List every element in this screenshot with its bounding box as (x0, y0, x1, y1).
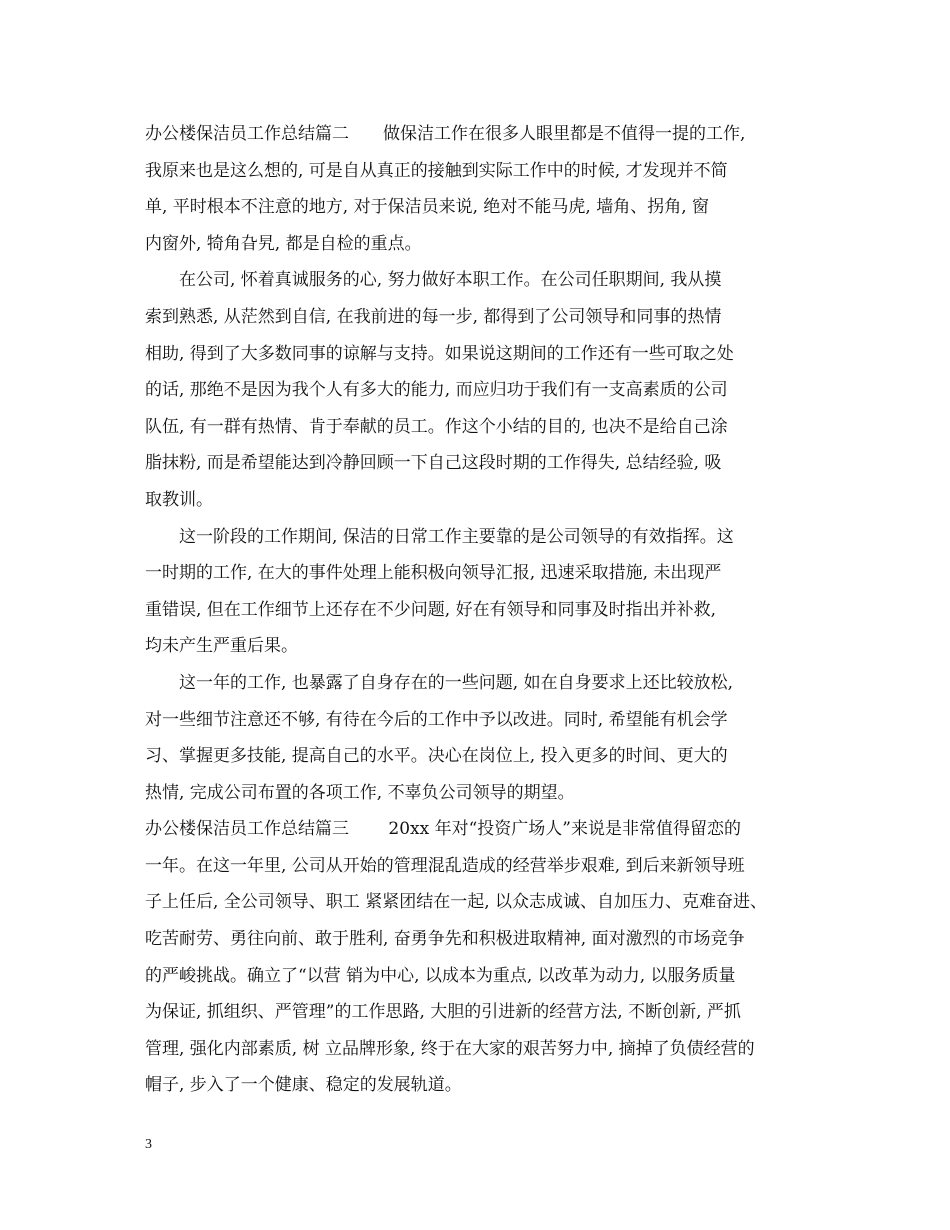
text-line: 我原来也是这么想的, 可是自从真正的接触到实际工作中的时候, 才发现并不简 (145, 160, 728, 181)
text-line: 习、掌握更多技能, 提高自己的水平。决心在岗位上, 投入更多的时间、更大的 (145, 746, 728, 767)
text-line: 对一些细节注意还不够, 有待在今后的工作中予以改进。同时, 希望能有机会学 (145, 709, 728, 730)
text-line: 的话, 那绝不是因为我个人有多大的能力, 而应归功于我们有一支高素质的公司 (145, 380, 728, 401)
text-line: 队伍, 有一群有热情、肯于奉献的员工。作这个小结的目的, 也决不是给自己涂 (145, 416, 728, 437)
text-line: 这一阶段的工作期间, 保洁的日常工作主要靠的是公司领导的有效指挥。这 (145, 526, 734, 547)
text-line: 为保证, 抓组织、严管理”的工作思路, 大胆的引进新的经营方法, 不断创新, 严抓 (145, 1002, 741, 1023)
text-line: 办公楼保洁员工作总结篇三 20xx 年对“投资广场人”来说是非常值得留恋的 (145, 819, 741, 840)
text-line: 脂抹粉, 而是希望能达到冷静回顾一下自己这段时期的工作得失, 总结经验, 吸 (145, 453, 722, 474)
text-line: 一年。在这一年里, 公司从开始的管理混乱造成的经营举步艰难, 到后来新领导班 (145, 855, 745, 876)
text-line: 管理, 强化内部素质, 树 立品牌形象, 终于在大家的艰苦努力中, 摘掉了负债经营的 (145, 1038, 755, 1059)
page-number: 3 (145, 1137, 152, 1152)
text-line: 子上任后, 全公司领导、职工 紧紧团结在一起, 以众志成诚、自加压力、克难奋进、 (145, 892, 768, 913)
text-line: 索到熟悉, 从茫然到自信, 在我前进的每一步, 都得到了公司领导和同事的热情 (145, 306, 722, 327)
text-line: 取教训。 (145, 489, 213, 510)
text-line: 内窗外, 犄角旮旯, 都是自检的重点。 (145, 233, 422, 254)
text-line: 办公楼保洁员工作总结篇二 做保洁工作在很多人眼里都是不值得一提的工作, (145, 124, 746, 144)
text-line: 吃苦耐劳、勇往向前、敢于胜利, 奋勇争先和积极进取精神, 面对激烈的市场竞争 (145, 929, 745, 950)
text-line: 单, 平时根本不注意的地方, 对于保洁员来说, 绝对不能马虎, 墙角、拐角, 窗 (145, 197, 710, 218)
text-line: 的严峻挑战。确立了“以营 销为中心, 以成本为重点, 以改革为动力, 以服务质量 (145, 965, 736, 986)
text-line: 这一年的工作, 也暴露了自身存在的一些问题, 如在自身要求上还比较放松, (145, 672, 734, 693)
document-body (145, 116, 825, 1104)
text-line: 在公司, 怀着真诚服务的心, 努力做好本职工作。在公司任职期间, 我从摸 (145, 270, 722, 291)
text-line: 一时期的工作, 在大的事件处理上能积极向领导汇报, 迅速采取措施, 未出现严 (145, 563, 722, 584)
text-line: 重错误, 但在工作细节上还存在不少问题, 好在有领导和同事及时指出并补救, (145, 599, 717, 620)
text-line: 均未产生严重后果。 (145, 636, 298, 657)
text-line: 相助, 得到了大多数同事的谅解与支持。如果说这期间的工作还有一些可取之处 (145, 343, 734, 364)
text-line: 帽子, 步入了一个健康、稳定的发展轨道。 (145, 1075, 462, 1096)
text-line: 热情, 完成公司布置的各项工作, 不辜负公司领导的期望。 (145, 782, 575, 803)
